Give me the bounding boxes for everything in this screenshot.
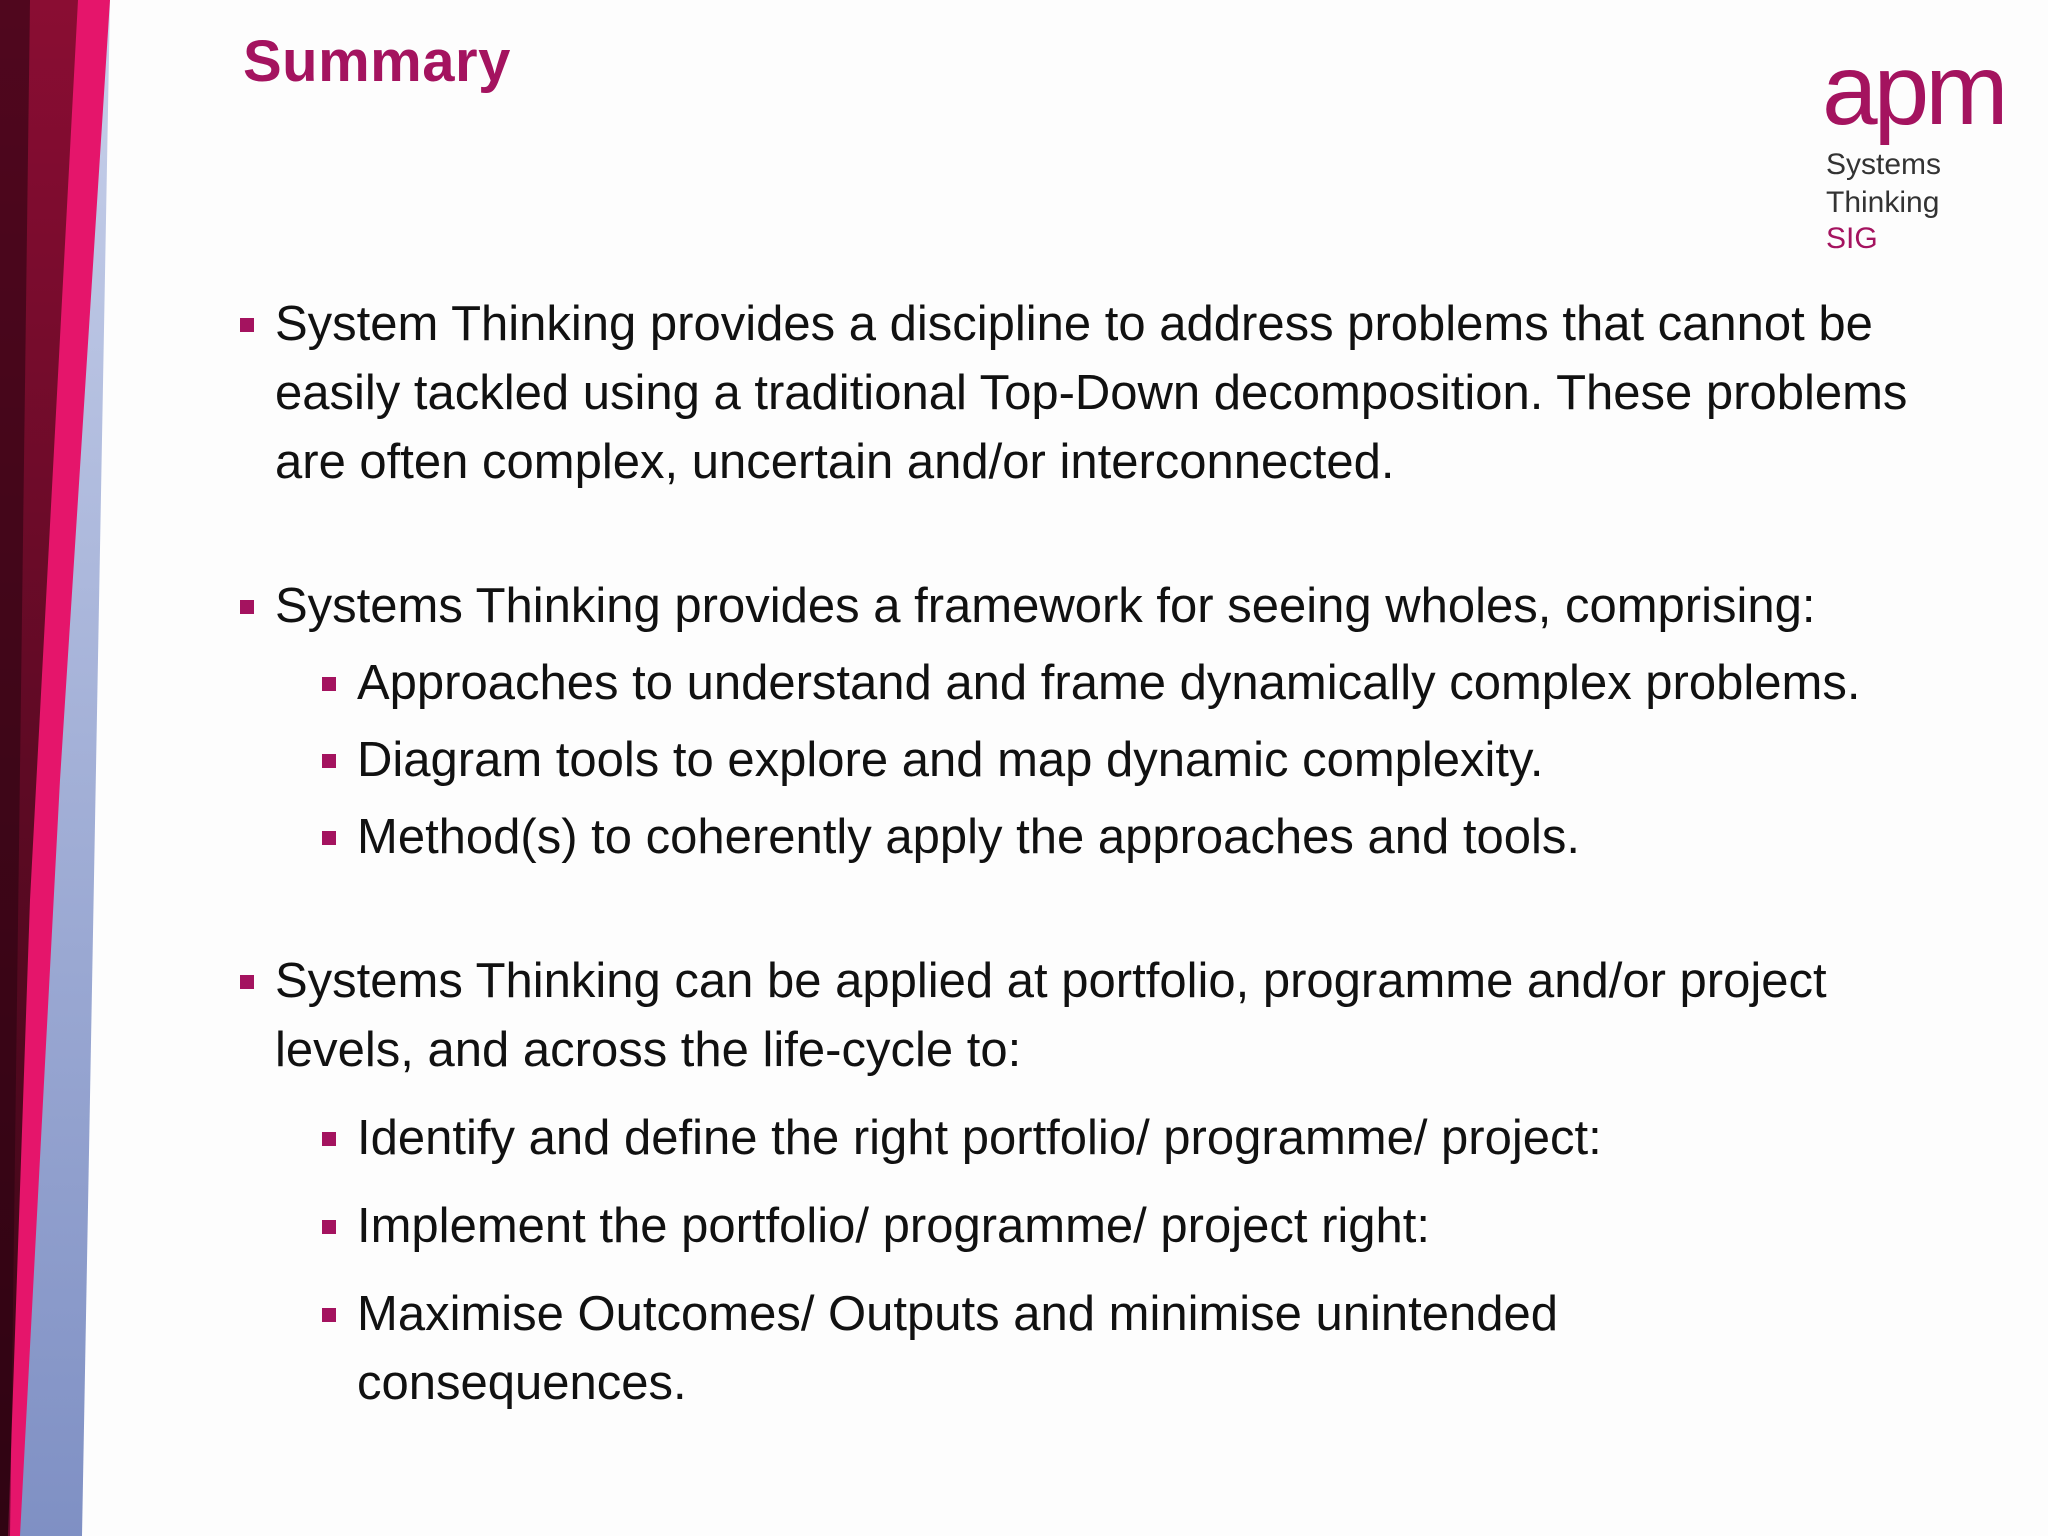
logo-text-sig: SIG — [1826, 222, 1878, 255]
sub-bullet-item: Identify and define the right portfolio/ programme/ project: — [320, 1104, 1978, 1173]
sub-bullet-item: Approaches to understand and frame dynamically complex problems. — [320, 649, 1978, 718]
bullet-list — [238, 290, 1978, 1418]
logo-text-thinking: Thinking — [1826, 186, 1940, 219]
bullet-item: System Thinking provides a discipline to address problems that cannot be easily tackled using a traditional Top-Down decomposition. These problems are often complex, uncertain and/or interconnected. — [238, 290, 1978, 497]
slide-title: Summary — [243, 29, 511, 94]
sub-bullet-item: Implement the portfolio/ programme/ project right: — [320, 1192, 1978, 1261]
sub-bullet-item: Maximise Outcomes/ Outputs and minimise unintended consequences. — [320, 1280, 1737, 1418]
sub-bullet-item: Diagram tools to explore and map dynamic complexity. — [320, 726, 1978, 795]
left-decorative-stripes — [0, 0, 140, 1536]
apm-logo-mark: apm — [1822, 34, 2005, 146]
bullet-item: Systems Thinking provides a framework for seeing wholes, comprising: — [238, 572, 1978, 641]
apm-logo — [1822, 34, 2022, 270]
sub-bullet-item: Method(s) to coherently apply the approaches and tools. — [320, 803, 1978, 872]
bullet-item: Systems Thinking can be applied at portfolio, programme and/or project levels, and across the life-cycle to: — [238, 947, 1978, 1085]
logo-text-systems: Systems — [1826, 148, 1942, 181]
